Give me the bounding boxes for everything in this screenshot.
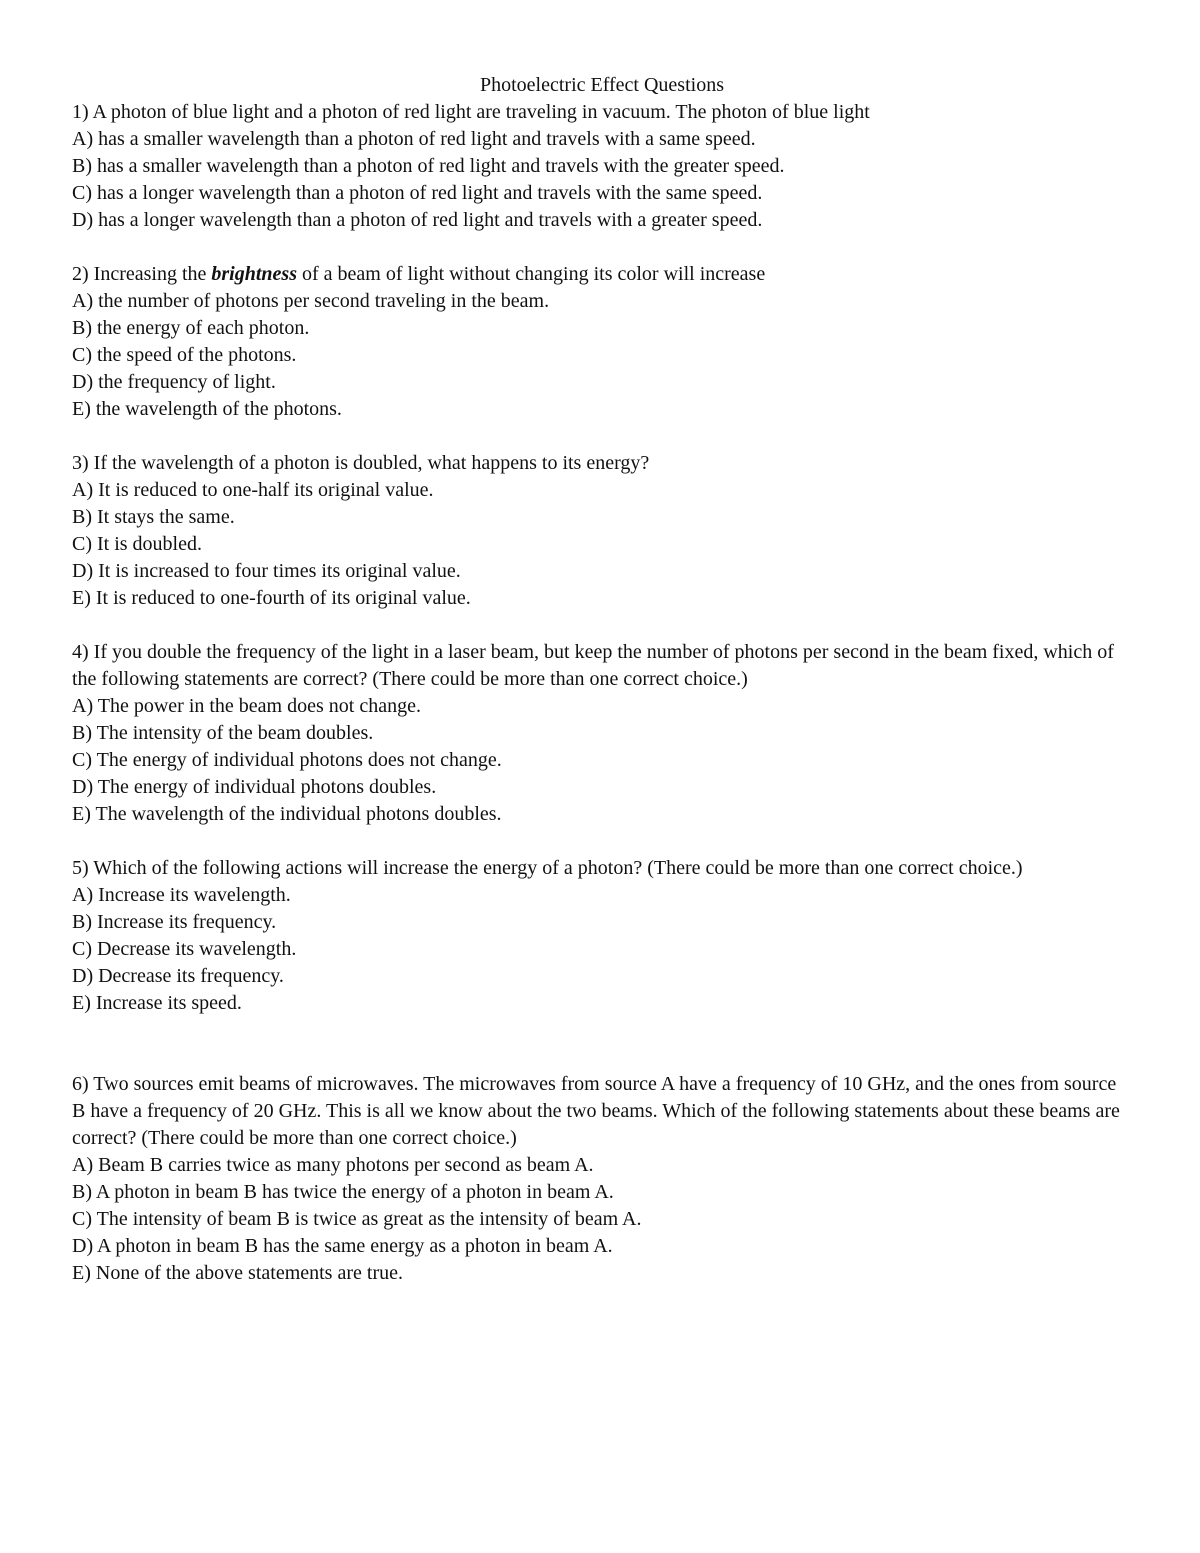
choice-d: D) the frequency of light.: [72, 371, 276, 393]
emphasized-word: brightness: [211, 263, 297, 285]
choice-d: D) Decrease its frequency.: [72, 965, 284, 987]
question-3: [72, 450, 1132, 612]
choice-b: B) has a smaller wavelength than a photon of red light and travels with the greater speed.: [72, 155, 785, 177]
page-title: Photoelectric Effect Questions: [479, 74, 724, 96]
choice-e: E) The wavelength of the individual photons doubles.: [72, 803, 502, 825]
choice-d: D) has a longer wavelength than a photon of red light and travels with a greater speed.: [72, 209, 763, 231]
choice-e: E) Increase its speed.: [72, 992, 242, 1014]
choice-c: C) It is doubled.: [72, 533, 202, 555]
choice-b: B) It stays the same.: [72, 506, 235, 528]
choice-b: B) the energy of each photon.: [72, 317, 310, 339]
choice-c: C) the speed of the photons.: [72, 344, 297, 366]
choice-c: C) The intensity of beam B is twice as great as the intensity of beam A.: [72, 1208, 642, 1230]
choice-b: B) Increase its frequency.: [72, 911, 277, 933]
question-text-start: 2) Increasing the: [72, 263, 212, 285]
question-4: [72, 639, 1132, 828]
question-text-end: of a beam of light without changing its color will increase: [296, 263, 766, 285]
choice-d: D) The energy of individual photons doubles.: [72, 776, 437, 798]
choice-c: C) The energy of individual photons does not change.: [72, 749, 502, 771]
question-text: 4) If you double the frequency of the light in a laser beam, but keep the number of photons per second in the beam fixed, which of the following statements are correct? (There could be more than one correct choice.): [72, 641, 1114, 690]
choice-a: A) the number of photons per second traveling in the beam.: [72, 290, 550, 312]
document-page: [72, 72, 1132, 1314]
choice-d: D) It is increased to four times its original value.: [72, 560, 461, 582]
question-text: 3) If the wavelength of a photon is doubled, what happens to its energy?: [72, 452, 650, 474]
question-6: [72, 1071, 1132, 1287]
choice-a: A) Increase its wavelength.: [72, 884, 291, 906]
choice-e: E) None of the above statements are true.: [72, 1262, 403, 1284]
choice-a: A) The power in the beam does not change.: [72, 695, 421, 717]
choice-e: E) It is reduced to one-fourth of its original value.: [72, 587, 471, 609]
choice-d: D) A photon in beam B has the same energy as a photon in beam A.: [72, 1235, 613, 1257]
choice-b: B) A photon in beam B has twice the energy of a photon in beam A.: [72, 1181, 614, 1203]
question-5: [72, 855, 1132, 1017]
question-text: 6) Two sources emit beams of microwaves. The microwaves from source A have a frequency of 10 GHz, and the ones from source B have a frequency of 20 GHz. This is all we know about the two beams. Which of the following statements about these beams are correct? (There could be more than one correct choice.): [72, 1073, 1120, 1149]
choice-a: A) has a smaller wavelength than a photon of red light and travels with a same speed.: [72, 128, 756, 150]
choice-a: A) Beam B carries twice as many photons per second as beam A.: [72, 1154, 594, 1176]
question-text: [72, 261, 1132, 288]
question-2: [72, 261, 1132, 423]
question-text: 1) A photon of blue light and a photon of red light are traveling in vacuum. The photon of blue light: [72, 101, 870, 123]
choice-c: C) Decrease its wavelength.: [72, 938, 297, 960]
choice-e: E) the wavelength of the photons.: [72, 398, 342, 420]
question-1: [72, 99, 1132, 234]
choice-b: B) The intensity of the beam doubles.: [72, 722, 374, 744]
choice-c: C) has a longer wavelength than a photon of red light and travels with the same speed.: [72, 182, 763, 204]
question-text: 5) Which of the following actions will increase the energy of a photon? (There could be more than one correct choice.): [72, 857, 1023, 879]
choice-a: A) It is reduced to one-half its original value.: [72, 479, 434, 501]
